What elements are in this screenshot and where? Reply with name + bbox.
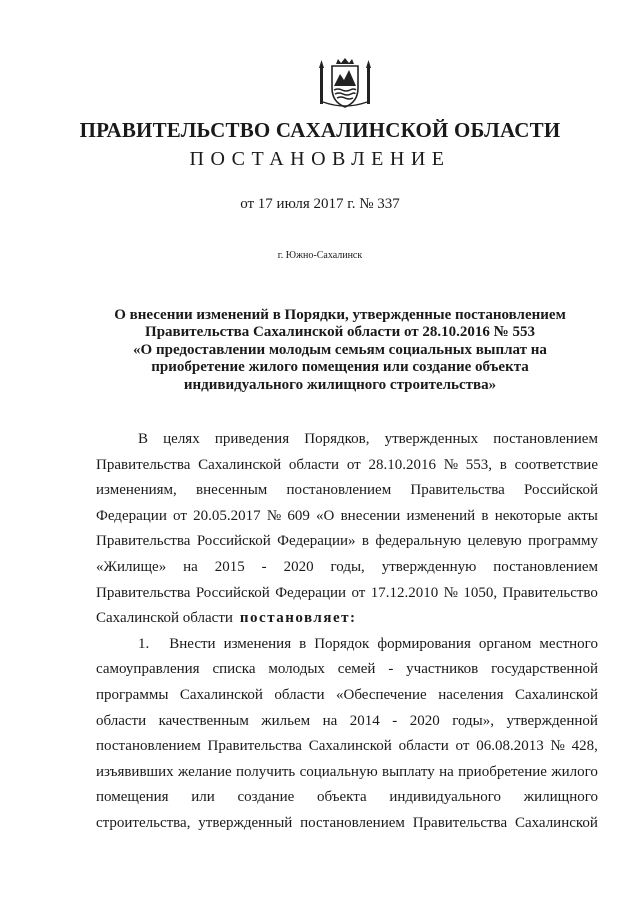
word: Сахалинской	[514, 686, 598, 703]
word: №	[550, 738, 565, 755]
document-date-number: от 17 июля 2017 г. № 337	[240, 196, 400, 212]
preamble-paragraph	[96, 427, 598, 606]
resolve-keyword: постановляет:	[239, 610, 357, 627]
word: В	[138, 431, 149, 447]
word: программы	[96, 686, 169, 703]
word: области	[96, 712, 147, 729]
body-line	[96, 709, 598, 735]
word: 2020	[409, 712, 440, 729]
word: списка	[212, 661, 256, 678]
word: Внести	[169, 635, 216, 652]
word: Правительства	[410, 482, 505, 499]
word: 28.10.2016	[368, 456, 436, 473]
word: Российской	[195, 584, 270, 601]
word: Порядков,	[304, 431, 370, 447]
word: на	[439, 763, 454, 780]
word: в	[499, 456, 507, 473]
heading-line: приобретение жилого помещения или создание объекта	[151, 359, 529, 376]
word: «Жилище»	[96, 558, 167, 575]
word: самоуправления	[96, 661, 200, 678]
word: или	[191, 789, 215, 806]
word: на	[183, 558, 198, 575]
word: некоторые	[494, 507, 562, 524]
word: постановлением	[493, 558, 598, 575]
body-line	[96, 427, 598, 453]
word: утвержденную	[381, 558, 477, 575]
word: от	[173, 507, 187, 524]
word: «Обеспечение	[336, 686, 427, 703]
word: 428,	[571, 738, 598, 755]
word: области	[274, 686, 325, 703]
word: строительства,	[96, 814, 191, 831]
word: качественным	[158, 712, 249, 729]
word: жилищного	[523, 789, 598, 806]
word: изъявивших	[96, 763, 174, 780]
word: -	[392, 712, 398, 729]
word: от	[346, 456, 361, 473]
word: Правительства	[96, 456, 191, 473]
word: постановлением	[286, 482, 392, 499]
word: участников	[406, 661, 479, 678]
word: утвержденный	[198, 814, 293, 831]
word: изменениям,	[96, 482, 177, 499]
word: государственной	[491, 661, 598, 678]
word: годы,	[330, 558, 365, 575]
word: №	[443, 584, 458, 601]
word: приведения	[214, 431, 290, 447]
word: целевую	[467, 533, 522, 550]
body-line	[96, 581, 598, 607]
item-1-first-line	[96, 632, 598, 658]
word: в	[299, 635, 307, 652]
document-city: г. Южно-Сахалинск	[277, 250, 363, 261]
document-type: ПОСТАНОВЛЕНИЕ	[189, 148, 451, 170]
word: Российской	[196, 533, 271, 550]
word: -	[261, 558, 267, 575]
word: утвержденных	[384, 431, 479, 447]
word: 553,	[465, 456, 492, 473]
word: Сахалинской	[308, 738, 392, 755]
document-body	[96, 427, 598, 837]
word: Правительства	[96, 584, 191, 601]
word: жильем	[261, 712, 311, 729]
word: от	[351, 584, 366, 601]
word: изменений	[406, 507, 476, 524]
government-title: ПРАВИТЕЛЬСТВО САХАЛИНСКОЙ ОБЛАСТИ	[79, 118, 561, 142]
item-number: 1.	[138, 635, 150, 652]
word: постановлением	[300, 814, 405, 831]
document-heading	[90, 307, 590, 394]
word: постановлением	[96, 738, 201, 755]
word: молодых	[268, 661, 325, 678]
body-line	[96, 504, 598, 530]
preamble-last-line: Сахалинской области	[96, 610, 233, 627]
body-line	[96, 683, 598, 709]
word: в	[481, 507, 489, 524]
word: приобретение	[458, 763, 547, 780]
word: на	[322, 712, 338, 729]
word: целях	[163, 431, 200, 447]
body-line	[96, 555, 598, 581]
body-line	[96, 606, 598, 632]
word: формирования	[377, 635, 471, 652]
body-line	[169, 632, 598, 658]
word: жилого	[551, 763, 598, 780]
word: Сахалинской	[514, 814, 598, 831]
word: 609	[287, 507, 310, 524]
word: от	[455, 738, 470, 755]
word: 20.05.2017	[193, 507, 261, 524]
word: программу	[528, 533, 598, 550]
sakhalin-coat-of-arms-icon	[318, 58, 372, 108]
word: акты	[567, 507, 598, 524]
word: федеральную	[375, 533, 462, 550]
word: области	[398, 738, 449, 755]
body-line	[96, 529, 598, 555]
word: помещения	[96, 789, 169, 806]
word: Федерации	[96, 507, 167, 524]
word: социальную	[299, 763, 378, 780]
body-line	[96, 811, 598, 837]
word: №	[443, 456, 458, 473]
word: Сахалинской	[179, 686, 263, 703]
heading-line: индивидуального жилищного строительства»	[183, 376, 497, 393]
word: создание	[237, 789, 295, 806]
word: 2014	[349, 712, 380, 729]
word: в	[361, 533, 369, 550]
word: 2015	[214, 558, 245, 575]
word: населения	[438, 686, 504, 703]
word: местного	[539, 635, 598, 652]
word: «О	[316, 507, 335, 524]
word: №	[266, 507, 282, 524]
word: годы»,	[452, 712, 494, 729]
word: утвержденной	[506, 712, 598, 729]
word: Правительство	[502, 584, 598, 601]
heading-line: О внесении изменений в Порядки, утвержденные постановлением	[114, 307, 566, 323]
word: Российской	[524, 482, 598, 499]
word: Порядок	[314, 635, 370, 652]
word: семей	[337, 661, 376, 678]
word: Сахалинской	[198, 456, 282, 473]
heading-line: Правительства Сахалинской области от 28.10.2016 № 553	[145, 324, 535, 341]
word: внесенным	[196, 482, 268, 499]
body-line	[96, 760, 598, 786]
word: 06.08.2013	[476, 738, 544, 755]
word: желание	[177, 763, 232, 780]
word: Правительства	[207, 738, 302, 755]
word: области	[288, 456, 340, 473]
body-line	[96, 785, 598, 811]
word: органом	[478, 635, 532, 652]
body-line	[96, 453, 598, 479]
word: индивидуального	[389, 789, 502, 806]
word: -	[388, 661, 394, 678]
item-1-paragraph	[96, 657, 598, 836]
word: постановлением	[493, 431, 598, 447]
word: Федерации»	[277, 533, 356, 550]
word: 1050,	[463, 584, 498, 601]
word: объекта	[317, 789, 367, 806]
word: соответствие	[514, 456, 598, 473]
word: выплату	[381, 763, 435, 780]
body-line	[96, 657, 598, 683]
heading-line: «О предоставлении молодым семьям социальных выплат на	[133, 341, 547, 358]
word: 17.12.2010	[370, 584, 439, 601]
word: внесении	[340, 507, 401, 524]
word: получить	[235, 763, 296, 780]
word: Правительства	[96, 533, 191, 550]
body-line	[96, 478, 598, 504]
word: изменения	[223, 635, 292, 652]
word: Правительства	[412, 814, 508, 831]
word: Федерации	[275, 584, 347, 601]
body-line	[96, 734, 598, 760]
word: 2020	[283, 558, 314, 575]
